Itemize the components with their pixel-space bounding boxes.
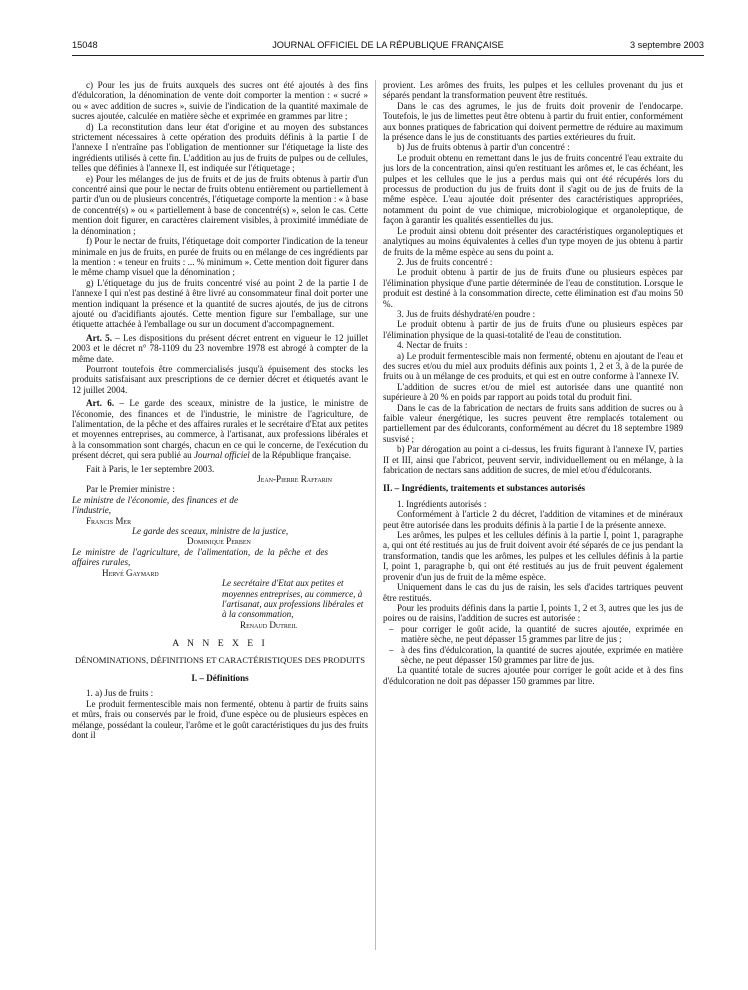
- minister-agriculture-name: Hervé Gaymard: [102, 567, 159, 578]
- item-1a-jus-de-fruits: 1. a) Jus de fruits :: [86, 688, 154, 699]
- journal-title: JOURNAL OFFICIEL DE LA RÉPUBLIQUE FRANÇAISE: [272, 40, 504, 50]
- paragraph-e: e) Pour les mélanges de jus de fruits et de jus de fruits obtenus à partir d'un concentré ainsi que pour le nectar de fruits obtenu entièrement ou partiellement à partir d'un ou de plusieurs concentrés, l'étiquetage comporte la mention : « à base de concentré(s) » ou « partiellement à base de concentré(s) », selon le cas. Cette mention doit figurer, en caractères clairement visibles, à proximité immédiate de la dénomination ;: [72, 173, 368, 236]
- page-header: [72, 40, 704, 54]
- secretary-of-state-title: Le secrétaire d'Etat aux petites et moyennes entreprises, au commerce, à l'artisanat, aux professions libérales et à la consommation,: [222, 578, 364, 620]
- paragraph-agrumes: Dans le cas des agrumes, le jus de fruits doit provenir de l'endocarpe. Toutefois, le jus de limettes peut être obtenu à partir du fruit entier, conformément aux bonnes pratiques de fabrication qui doivent permettre de réduire au maximum la présence dans le jus de constituants des parties extérieures du fruit.: [383, 100, 683, 143]
- paragraph-vitamines: Conformément à l'article 2 du décret, l'addition de vitamines et de minéraux peut être autorisée dans les produits définis à la partie I de la présente annexe.: [383, 509, 683, 530]
- minister-agriculture-title: Le ministre de l'agriculture, de l'alimentation, de la pêche et des affaires rurales,: [72, 546, 328, 568]
- section-definitions: I. – Définitions: [191, 672, 249, 683]
- paragraph-jus-concentre: Le produit obtenu à partir de jus de fruits d'une ou plusieurs espèces par l'élimination physique d'une partie déterminée de l'eau de constitution. Lorsque le produit est destiné à la consommation directe, cette élimination est d'au moins 50 %.: [383, 267, 683, 309]
- annexe-subtitle: DÉNOMINATIONS, DÉFINITIONS ET CARACTÉRISTIQUES DES PRODUITS: [74, 654, 366, 665]
- definition-paragraph: Le produit fermentescible mais non fermenté, obtenu à partir de fruits sains et mûrs, frais ou conservés par le froid, d'une espèce ou de plusieurs espèces en mélange, possédant la couleur, l'arôme et le goût caractéristiques du jus des fruits dont il: [72, 698, 368, 740]
- left-column: [72, 80, 368, 950]
- header-rule: [72, 55, 704, 56]
- list-item: – pour corriger le goût acide, la quantité de sucres ajoutée, exprimée en matière sèche, ne peut dépasser 15 grammes par litre de jus ;: [401, 624, 683, 645]
- secretary-of-state-name: Renaud Dutreil: [240, 619, 298, 630]
- column-divider: [375, 80, 376, 950]
- item-1b: b) Jus de fruits obtenus à partir d'un concentré :: [397, 142, 570, 153]
- paragraph-edulcorants: Dans le cas de la fabrication de nectars de fruits sans addition de sucres ou à faible valeur énergétique, les sucres peuvent être remplacés totalement ou partiellement par des édulcorants, conformément au décret du 18 septembre 1989 susvisé ;: [383, 402, 683, 444]
- paragraph-deshydrate: Le produit obtenu à partir de jus de fruits d'une ou plusieurs espèces par l'élimination physique de la quasi-totalité de l'eau de constitution.: [383, 319, 683, 340]
- paragraph-raisin: Uniquement dans le cas du jus de raisin, les sels d'acides tartriques peuvent être restitués.: [383, 582, 683, 603]
- minister-economy-name: Francis Mer: [86, 515, 132, 526]
- item-3: 3. Jus de fruits déshydraté/en poudre :: [397, 308, 536, 319]
- paragraph-addition-sucres: L'addition de sucres et/ou de miel est autorisée dans une quantité non supérieure à 20 % en poids par rapport au poids total du produit fini.: [383, 381, 683, 403]
- issue-date: 3 septembre 2003: [629, 40, 704, 50]
- minister-economy-title: Le ministre de l'économie, des finances et de l'industrie,: [72, 494, 238, 516]
- article-5-text: – Les dispositions du présent décret entrent en vigueur le 12 juillet 2003 et le décret n° 78-1109 du 23 novembre 1978 est abrogé à compter de la même date.: [72, 332, 368, 364]
- list-item: – à des fins d'édulcoration, la quantité de sucres ajoutée, exprimée en matière sèche, ne peut dépasser 150 grammes par litre de jus.: [401, 645, 683, 666]
- paragraph-g: g) L'étiquetage du jus de fruits concentré visé au point 2 de la partie I de l'annexe I qui n'est pas destiné à être livré au consommateur final doit porter une mention indiquant la présence et la quantité de sucres ajoutés, de jus de citrons ajouté ou d'acidifiants ajoutés. Cette mention figure sur l'emballage, sur une étiquette attachée à l'emballage ou sur un document d'accompagnement.: [72, 277, 368, 330]
- sugar-rules-list: [383, 624, 683, 666]
- item-4: 4. Nectar de fruits :: [397, 340, 468, 351]
- article-5-heading: Art. 5.: [86, 332, 112, 343]
- article-5-paragraph-2: Pourront toutefois être commercialisés jusqu'à épuisement des stocks les produits satisfaisant aux prescriptions de ce dernier décret et étiquetés avant le 12 juillet 2004.: [72, 363, 368, 395]
- paragraph-d: d) La reconstitution dans leur état d'origine et au moyen des substances strictement nécessaires à cette opération des produits définis à la partie I de l'annexe I n'entraîne pas l'obligation de mentionner sur l'étiquetage la liste des ingrédients utilisés à cette fin. L'addition au jus de fruits de pulpes ou de cellules, telles que définies à l'annexe II, est indiquée sur l'étiquetage ;: [72, 121, 368, 174]
- article-6: [72, 398, 368, 460]
- paragraph-aromes: Les arômes, les pulpes et les cellules définis à la partie I, point 1, paragraphe a, qui ont été restitués au jus de fruit doivent avoir été séparés de ce jus pendant la transformation, tandis que les arômes, les pulpes et les cellules définis à la partie I, point 1, paragraphe b, qui ont été restitués au jus de fruit peuvent également provenir d'un jus de fruit de la même espèce.: [383, 530, 683, 582]
- paragraph-concentre: Le produit obtenu en remettant dans le jus de fruits concentré l'eau extraite du jus lors de la concentration, ainsi qu'en restituant les arômes et, le cas échéant, les pulpes et les cellules que le jus a perdus mais qui ont été récupérés lors du processus de production du jus de fruits dont il s'agit ou de jus de fruits de la même espèce. L'eau ajoutée doit présenter des caractéristiques appropriées, notamment du point de vue chimique, microbiologique et organoleptique, de façon à garantir les qualités essentielles du jus.: [383, 152, 683, 226]
- paragraph-c: c) Pour les jus de fruits auxquels des sucres ont été ajoutés à des fins d'édulcoration, la dénomination de vente doit comporter la mention : « sucré » ou « avec addition de sucres », suivie de l'indication de la quantité maximale de sucres ajoutée, calculée en matière sèche et exprimée en grammes par litre ;: [72, 80, 368, 122]
- paragraph-total-sucres: La quantité totale de sucres ajoutée pour corriger le goût acide et à des fins d'édulcoration ne doit pas dépasser 150 grammes par litre.: [383, 665, 683, 686]
- garde-des-sceaux-title: Le garde des sceaux, ministre de la justice,: [132, 526, 289, 537]
- page-number: 15048: [72, 40, 98, 50]
- item-ingredients-autorises: 1. Ingrédients autorisés :: [397, 498, 487, 509]
- item-2: 2. Jus de fruits concentré :: [397, 256, 493, 267]
- article-6-text-b: de la République française.: [249, 450, 352, 461]
- signature-premier-ministre: Jean-Pierre Raffarin: [257, 474, 332, 485]
- fait-a-paris: Fait à Paris, le 1er septembre 2003.: [86, 463, 215, 474]
- annexe-title: A N N E X E I: [172, 638, 268, 650]
- paragraph-f: f) Pour le nectar de fruits, l'étiquetage doit comporter l'indication de la teneur minimale en jus de fruits, en purée de fruits ou en mélange de ces ingrédients par la mention : « teneur en fruits : ... % minimum ». Cette mention doit figurer dans le même champ visuel que la dénomination ;: [72, 236, 368, 278]
- par-le-premier-ministre: Par le Premier ministre :: [86, 484, 175, 495]
- article-6-heading: Art. 6.: [86, 398, 115, 409]
- garde-des-sceaux-name: Dominique Perben: [187, 536, 251, 547]
- right-column: [383, 80, 683, 950]
- article-5: [72, 333, 368, 364]
- paragraph-nectar-a: a) Le produit fermentescible mais non fermenté, obtenu en ajoutant de l'eau et des sucres et/ou du miel aux produits définis aux points 1, 2 et 3, à de la purée de fruits ou à un mélange de ces produits, et qui est en outre conforme à l'annexe IV.: [383, 350, 683, 382]
- paragraph-sucres-autorises: Pour les produits définis dans la partie I, points 1, 2 et 3, autres que les jus de poires ou de raisins, l'addition de sucres est autorisée :: [383, 602, 683, 624]
- journal-officiel-ref: Journal officiel: [193, 450, 250, 461]
- section-ingredients: II. – Ingrédients, traitements et substances autorisés: [383, 483, 586, 494]
- article-6-text-a: – Le garde des sceaux, ministre de la justice, le ministre de l'économie, des finances et de l'industrie, le ministre de l'agriculture, de l'alimentation, de la pêche et des affaires rurales et le secrétaire d'Etat aux petites et moyennes entreprises, au commerce, à l'artisanat, aux professions libérales et à la consommation sont chargés, chacun en ce qui le concerne, de l'exécution du présent décret, qui sera publié au: [72, 398, 368, 461]
- paragraph-caracteristiques: Le produit ainsi obtenu doit présenter des caractéristiques organoleptiques et analytiques au moins équivalentes à celles d'un type moyen de jus obtenu à partir de fruits de la même espèce au sens du point a.: [383, 225, 683, 257]
- paragraph-nectar-b: b) Par dérogation au point a ci-dessus, les fruits figurant à l'annexe IV, parties II et III, ainsi que l'abricot, peuvent servir, individuellement ou en mélange, à la fabrication de nectars sans addition de sucres, de miel et/ou d'édulcorants.: [383, 444, 683, 476]
- paragraph-continued: provient. Les arômes des fruits, les pulpes et les cellules provenant du jus et séparés pendant la transformation peuvent être restitués.: [383, 80, 683, 101]
